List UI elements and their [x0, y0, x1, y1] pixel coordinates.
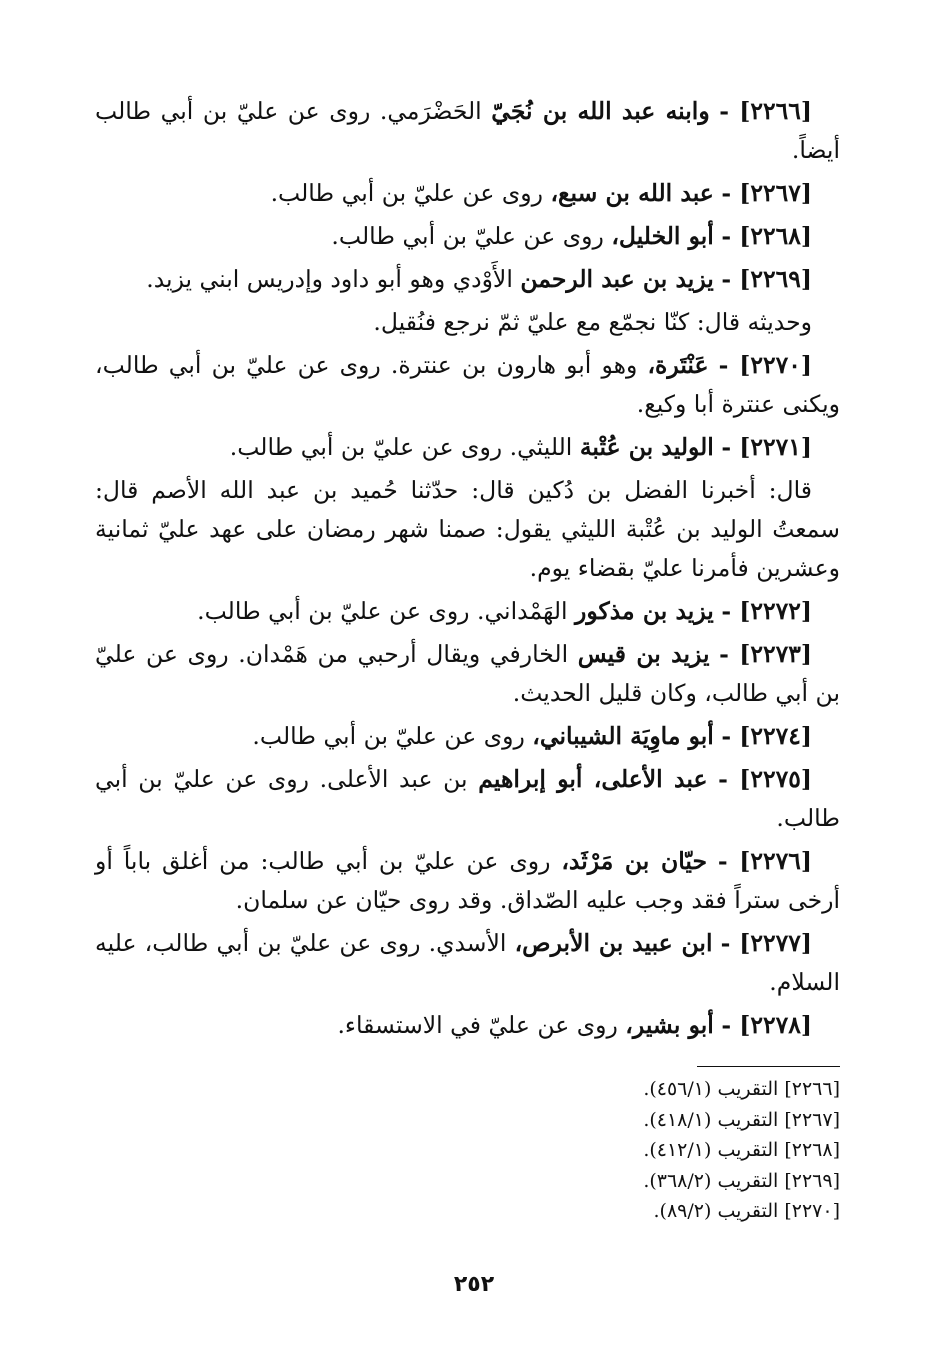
entry-2267	[95, 174, 840, 213]
entry-2270	[95, 346, 840, 424]
entry-number: [٢٢٦٦] -	[719, 97, 812, 125]
entry-2274	[95, 717, 840, 756]
entry-2268	[95, 217, 840, 256]
footnote-separator	[697, 1066, 840, 1067]
entry-text: بن عبد الأعلى. روى عن عليّ بن أبي طالب.	[95, 765, 840, 832]
entry-2278	[95, 1006, 840, 1045]
entry-text: وهو أبو هارون بن عنترة. روى عن عليّ بن أبي طالب، ويكنى عنترة أبا وكيع.	[95, 351, 840, 418]
entry-number: [٢٢٦٧] -	[721, 179, 812, 207]
entry-text: الهَمْداني. روى عن عليّ بن أبي طالب.	[197, 597, 568, 625]
entry-name: أبو ماوِيَة الشيباني،	[532, 722, 714, 750]
entry-name: يزيد بن مذكور	[575, 597, 714, 625]
page-number: ٢٥٢	[453, 1272, 495, 1297]
entry-number: [٢٢٧٣] -	[719, 640, 812, 668]
entry-number: [٢٢٧٧] -	[720, 929, 812, 957]
entry-text: روى عن عليّ بن أبي طالب.	[270, 179, 543, 207]
entry-2277	[95, 924, 840, 1002]
entry-2273	[95, 635, 840, 713]
entry-name: عبد الله بن سبع،	[550, 179, 714, 207]
entry-2272	[95, 592, 840, 631]
entry-text: الخارفي ويقال أرحبي من هَمْدان. روى عن عليّ بن أبي طالب، وكان قليل الحديث.	[95, 640, 840, 707]
entry-name: ابن عبيد بن الأبرص،	[514, 929, 713, 957]
footnote-2268: [٢٢٦٨] التقريب (٤١٢/١).	[643, 1139, 840, 1161]
footnote-2270: [٢٢٧٠] التقريب (٨٩/٢).	[653, 1200, 840, 1222]
entry-number: [٢٢٧٠] -	[718, 351, 812, 379]
entry-name: الوليد بن عُتْبة	[579, 433, 714, 461]
entry-name: أبو بشير،	[625, 1011, 714, 1039]
entry-text: الأسدي. روى عن عليّ بن أبي طالب، عليه السلام.	[95, 929, 840, 996]
entry-number: [٢٢٧٨] -	[721, 1011, 812, 1039]
footnote-2266: [٢٢٦٦] التقريب (٤٥٦/١).	[643, 1078, 840, 1100]
entry-number: [٢٢٧١] -	[721, 433, 812, 461]
entry-number: [٢٢٦٩] -	[721, 265, 812, 293]
footnote-2269: [٢٢٦٩] التقريب (٣٦٨/٢).	[643, 1169, 840, 1192]
entry-text: الحَضْرَمي. روى عن عليّ بن أبي طالب أيضاً.	[95, 97, 840, 164]
entry-text: روى عن عليّ في الاستسقاء.	[337, 1011, 618, 1039]
entry-text: روى عن عليّ بن أبي طالب.	[252, 722, 525, 750]
entry-number: [٢٢٦٨] -	[721, 222, 812, 250]
main-text	[95, 92, 840, 1049]
entry-2271	[95, 428, 840, 467]
entry-text: الأَوْدي وهو أبو داود وإدريس ابني يزيد.	[146, 265, 513, 293]
entry-2266	[95, 92, 840, 170]
entry-2269-hadith: وحديثه قال: كنّا نجمّع مع عليّ ثمّ نرجع فنُقيل.	[373, 308, 812, 336]
entry-name: حيّان بن مَرْثَد،	[561, 847, 707, 875]
entry-name: يزيد بن قيس	[577, 640, 710, 668]
entry-text: روى عن عليّ بن أبي طالب.	[331, 222, 604, 250]
entry-number: [٢٢٧٦] -	[717, 847, 812, 875]
entry-2276	[95, 842, 840, 920]
entry-name: أبو الخليل،	[611, 222, 714, 250]
entry-name: عبد الأعلى، أبو إبراهيم	[478, 765, 708, 793]
footnotes	[480, 1074, 840, 1227]
entry-name: يزيد بن عبد الرحمن	[520, 265, 714, 293]
entry-number: [٢٢٧٤] -	[721, 722, 812, 750]
footnote-2267: [٢٢٦٧] التقريب (٤١٨/١).	[643, 1108, 840, 1131]
entry-number: [٢٢٧٢] -	[721, 597, 812, 625]
entry-text: روى عن عليّ بن أبي طالب: من أغلق باباً أو أرخى ستراً فقد وجب عليه الصّداق. وقد روى حيّان عن سلمان.	[95, 847, 840, 914]
entry-name: عَنْتَرة،	[647, 351, 709, 379]
entry-2269	[95, 260, 840, 299]
entry-2275	[95, 760, 840, 838]
entry-name: وابنه عبد الله بن نُجَيّ	[491, 97, 710, 125]
entry-number: [٢٢٧٥] -	[718, 765, 812, 793]
entry-2271-hadith: قال: أخبرنا الفضل بن دُكين قال: حدّثنا حُميد بن عبد الله الأصم قال: سمعتُ الوليد بن عُتْبة الليثي يقول: صمنا شهر رمضان على عهد عليّ ثمانية وعشرين فأمرنا عليّ بقضاء يوم.	[95, 476, 840, 582]
entry-text: الليثي. روى عن عليّ بن أبي طالب.	[229, 433, 573, 461]
